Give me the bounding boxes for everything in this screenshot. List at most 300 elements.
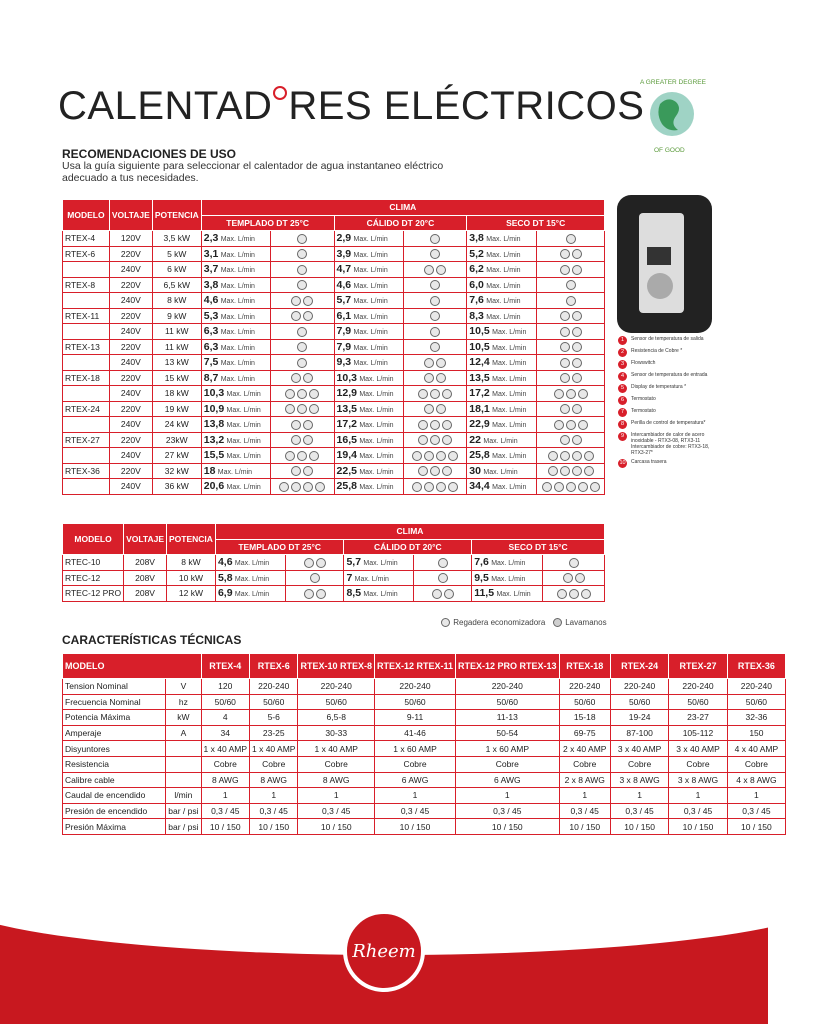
flow-unit: Max. L/min (359, 468, 394, 476)
power-cell: 11 kW (152, 339, 201, 355)
faucet-icon (578, 389, 588, 399)
spec-value: 10 / 150 (610, 819, 668, 835)
model-cell: RTEX-13 (63, 339, 110, 355)
shower-icon (303, 420, 313, 430)
power-cell: 24 kW (152, 417, 201, 433)
flow-unit: Max. L/min (226, 453, 261, 461)
flow-unit: Max. L/min (353, 344, 388, 352)
flow-unit: Max. L/min (226, 422, 261, 430)
flow-value: 8,5 (346, 587, 362, 600)
fixture-icons (271, 231, 334, 247)
tech-col-header: RTEX-10 RTEX-8 (298, 654, 375, 679)
shower-icon (297, 265, 307, 275)
flow-unit: Max. L/min (220, 236, 255, 244)
flow-value: 13,5 (336, 402, 357, 415)
flow-value: 6,3 (203, 325, 219, 338)
table-row (63, 401, 605, 417)
flow-value: 18 (203, 464, 216, 477)
faucet-icon (572, 435, 582, 445)
fixture-icons (404, 401, 467, 417)
table-row (63, 448, 605, 464)
spec-value: 220-240 (298, 679, 375, 695)
fixture-icons (404, 448, 467, 464)
voltage-cell: 240V (109, 293, 152, 309)
faucet-icon (566, 420, 576, 430)
faucet-icon (578, 420, 588, 430)
fixture-icons (271, 463, 334, 479)
temperature-display (647, 247, 671, 265)
faucet-icon (584, 451, 594, 461)
faucet-icon (569, 589, 579, 599)
faucet-icon (557, 589, 567, 599)
power-cell: 19 kW (152, 401, 201, 417)
heater-cutaway-image (617, 195, 712, 333)
spec-value: 50/60 (610, 694, 668, 710)
shower-icon (418, 389, 428, 399)
voltage-cell: 240V (109, 355, 152, 371)
part-number-badge: 9 (618, 432, 627, 441)
voltage-cell: 220V (109, 277, 152, 293)
shower-icon (432, 589, 442, 599)
model-cell: RTEX-8 (63, 277, 110, 293)
flow-value: 8,3 (469, 309, 484, 322)
shower-icon (430, 435, 440, 445)
shower-icon (297, 234, 307, 244)
shower-icon (430, 389, 440, 399)
spec-value: 0,3 / 45 (610, 803, 668, 819)
flow-value: 10,3 (336, 371, 357, 384)
fixture-icons (404, 432, 467, 448)
part-number-badge: 4 (618, 372, 627, 381)
power-cell: 10 kW (167, 570, 216, 586)
faucet-icon (578, 482, 588, 492)
shower-icon (412, 482, 422, 492)
spec-value: 41-46 (375, 725, 456, 741)
faucet-icon (560, 311, 570, 321)
flow-value: 6,9 (217, 587, 233, 600)
spec-value: 50/60 (559, 694, 610, 710)
fixture-icons (271, 370, 334, 386)
power-cell: 13 kW (152, 355, 201, 371)
flow-value: 4,6 (203, 294, 219, 307)
flow-value: 2,3 (203, 232, 219, 245)
flow-value: 6,0 (469, 278, 484, 291)
fixture-icons (404, 324, 467, 340)
tech-col-header: RTEX-12 PRO RTEX-13 (456, 654, 560, 679)
spec-value: Cobre (250, 756, 298, 772)
page-title: CALENTAD RES ELÉCTRICOS (58, 84, 645, 128)
flow-unit: Max. L/min (353, 329, 388, 337)
flow-unit: Max. L/min (486, 236, 521, 244)
spec-value: 0,3 / 45 (298, 803, 375, 819)
spec-unit (166, 756, 201, 772)
faucet-icon (554, 389, 564, 399)
fixture-icons (404, 370, 467, 386)
flow-value: 10,5 (469, 325, 490, 338)
faucet-icon (566, 280, 576, 290)
shower-icon (303, 435, 313, 445)
svg-text:OF GOOD (654, 147, 685, 154)
power-cell: 18 kW (152, 386, 201, 402)
part-label: Flowswitch (631, 360, 656, 366)
flow-value: 3,7 (203, 263, 219, 276)
flow-unit: Max. L/min (492, 360, 527, 368)
shower-icon (418, 435, 428, 445)
flow-value: 3,8 (469, 232, 484, 245)
power-cell: 6 kW (152, 262, 201, 278)
part-item (618, 372, 718, 381)
fixture-icons (271, 417, 334, 433)
shower-icon (303, 482, 313, 492)
spec-value: 1 (201, 788, 249, 804)
faucet-icon (572, 342, 582, 352)
flow-value: 7,9 (336, 340, 352, 353)
shower-icon (285, 451, 295, 461)
shower-icon (438, 558, 448, 568)
badge-line-1: A GREATER DEGREE (640, 79, 706, 86)
faucet-icon (560, 265, 570, 275)
spec-label: Frecuencia Nominal (63, 694, 166, 710)
tech-col-header: RTEX-27 (669, 654, 727, 679)
voltage-cell: 220V (109, 463, 152, 479)
col-modelo: MODELO (63, 200, 110, 231)
flow-value: 7 (346, 571, 353, 584)
part-item (618, 384, 718, 393)
voltage-cell: 240V (109, 448, 152, 464)
flow-unit: Max. L/min (234, 560, 270, 568)
flow-value: 13,2 (203, 433, 225, 446)
faucet-icon (560, 451, 570, 461)
part-number-badge: 6 (618, 396, 627, 405)
spec-value: 0,3 / 45 (201, 803, 249, 819)
spec-value: 10 / 150 (201, 819, 249, 835)
fixture-icons (271, 324, 334, 340)
shower-icon (444, 589, 454, 599)
spec-unit: A (166, 725, 201, 741)
shower-icon (316, 558, 326, 568)
spec-value: 19-24 (610, 710, 668, 726)
fixture-icons (285, 570, 344, 586)
flow-value: 3,8 (203, 278, 219, 291)
fixture-icons (404, 463, 467, 479)
col-seco: SECO DT 15°C (472, 539, 605, 555)
flow-unit: Max. L/min (486, 282, 521, 290)
faucet-icon (575, 573, 585, 583)
model-cell: RTEX-18 (63, 370, 110, 386)
spec-value: 10 / 150 (559, 819, 610, 835)
shower-icon (309, 389, 319, 399)
table-row (63, 741, 786, 757)
spec-value: 1 (727, 788, 785, 804)
fixture-icons (537, 417, 605, 433)
spec-label: Calibre cable (63, 772, 166, 788)
faucet-icon (572, 249, 582, 259)
fixture-icons (537, 463, 605, 479)
spec-value: 6 AWG (375, 772, 456, 788)
fixture-icons (414, 570, 472, 586)
badge-line-2: OF GOOD (654, 147, 685, 154)
faucet-icon (560, 327, 570, 337)
spec-value: Cobre (559, 756, 610, 772)
flow-unit: Max. L/min (234, 591, 270, 599)
flow-unit: Max. L/min (492, 329, 527, 337)
col-modelo: MODELO (63, 524, 124, 555)
shower-icon (291, 296, 301, 306)
flow-value: 5,2 (469, 247, 484, 260)
spec-value: 0,3 / 45 (456, 803, 560, 819)
flow-unit: Max. L/min (220, 313, 255, 321)
rtex-table (62, 199, 605, 495)
model-cell (63, 448, 110, 464)
part-item (618, 420, 718, 429)
col-voltaje: VOLTAJE (124, 524, 167, 555)
fixture-icons (285, 555, 344, 571)
spec-value: 220-240 (727, 679, 785, 695)
spec-value: 4 x 8 AWG (727, 772, 785, 788)
fixture-icons (537, 231, 605, 247)
flow-unit: Max. L/min (359, 422, 394, 430)
flow-value: 7,5 (203, 356, 219, 369)
model-cell: RTEC-12 PRO (63, 586, 124, 602)
part-number-badge: 7 (618, 408, 627, 417)
faucet-icon (572, 466, 582, 476)
shower-icon (303, 311, 313, 321)
shower-icon (430, 342, 440, 352)
part-item (618, 396, 718, 405)
spec-value: 50/60 (456, 694, 560, 710)
flow-unit: Max. L/min (220, 375, 255, 383)
flow-unit: Max. L/min (359, 453, 394, 461)
fixture-icons (414, 555, 472, 571)
spec-value: 120 (201, 679, 249, 695)
flow-unit: Max. L/min (220, 344, 255, 352)
faucet-icon (572, 358, 582, 368)
fixture-icons (271, 432, 334, 448)
table-row (63, 772, 786, 788)
flow-value: 22,5 (336, 464, 357, 477)
shower-icon (418, 466, 428, 476)
flow-unit: Max. L/min (492, 453, 527, 461)
table-row (63, 570, 605, 586)
table-row (63, 555, 605, 571)
power-cell: 9 kW (152, 308, 201, 324)
faucet-icon (542, 482, 552, 492)
flow-unit: Max. L/min (363, 560, 398, 568)
table-row (63, 803, 786, 819)
part-number-badge: 10 (619, 460, 626, 466)
fixture-icons (271, 355, 334, 371)
spec-value: 220-240 (250, 679, 298, 695)
spec-value: 11-13 (456, 710, 560, 726)
flow-unit: Max. L/min (220, 267, 255, 275)
svg-text:A GREATER DEGREE (640, 79, 707, 86)
flow-unit: Max. L/min (353, 267, 388, 275)
shower-icon (304, 589, 314, 599)
part-label: Resistencia de Cobre * (631, 348, 683, 354)
flow-unit: Max. L/min (486, 298, 521, 306)
spec-label: Tension Nominal (63, 679, 166, 695)
table-row (63, 231, 605, 247)
flow-value: 3,9 (336, 247, 352, 260)
flow-value: 34,4 (469, 480, 490, 493)
flow-unit: Max. L/min (492, 406, 527, 414)
flow-value: 5,8 (217, 571, 233, 584)
spec-value: 10 / 150 (727, 819, 785, 835)
power-cell: 5 kW (152, 246, 201, 262)
flow-unit: Max. L/min (363, 591, 398, 599)
spec-value: 1 (610, 788, 668, 804)
table-row (63, 788, 786, 804)
flow-unit: Max. L/min (220, 282, 255, 290)
model-cell: RTEX-36 (63, 463, 110, 479)
shower-icon (436, 482, 446, 492)
spec-unit (166, 772, 201, 788)
flow-unit: Max. L/min (359, 375, 394, 383)
shower-icon (448, 451, 458, 461)
fixture-icons (271, 262, 334, 278)
faucet-icon (566, 389, 576, 399)
flow-value: 22 (469, 433, 481, 446)
shower-icon (442, 420, 452, 430)
flow-value: 12,9 (336, 387, 357, 400)
spec-value: 50/60 (298, 694, 375, 710)
faucet-icon (572, 451, 582, 461)
shower-icon (309, 451, 319, 461)
col-calido: CÁLIDO DT 20°C (344, 539, 472, 555)
model-cell: RTEX-27 (63, 432, 110, 448)
flow-unit: Max. L/min (486, 313, 521, 321)
table-row (63, 355, 605, 371)
spec-value: Cobre (375, 756, 456, 772)
voltage-cell: 208V (124, 570, 167, 586)
faucet-icon (548, 451, 558, 461)
spec-value: 5-6 (250, 710, 298, 726)
spec-value: 87-100 (610, 725, 668, 741)
flow-unit: Max. L/min (483, 468, 518, 476)
shower-icon (291, 435, 301, 445)
spec-unit: hz (166, 694, 201, 710)
faucet-icon (566, 482, 576, 492)
flow-value: 5,7 (346, 556, 362, 569)
part-label: Sensor de temperatura de salida (631, 336, 704, 342)
flow-unit: Max. L/min (354, 575, 389, 583)
parts-list (618, 336, 718, 471)
shower-icon (424, 358, 434, 368)
flow-value: 4,7 (336, 263, 352, 276)
faucet-icon (572, 327, 582, 337)
fixture-icons (537, 262, 605, 278)
flow-value: 5,7 (336, 294, 352, 307)
spec-value: 3 x 40 AMP (610, 741, 668, 757)
shower-icon (297, 280, 307, 290)
spec-value: 1 (298, 788, 375, 804)
fixture-icons (543, 555, 605, 571)
table-row (63, 479, 605, 495)
flow-value: 25,8 (336, 480, 357, 493)
tech-col-header: RTEX-36 (727, 654, 785, 679)
spec-unit: bar / psi (166, 803, 201, 819)
flow-value: 30 (469, 464, 481, 477)
spec-value: 8 AWG (250, 772, 298, 788)
faucet-icon (566, 234, 576, 244)
flow-value: 9,3 (336, 356, 352, 369)
flow-value: 20,6 (203, 480, 225, 493)
part-number-badge: 5 (618, 384, 627, 393)
shower-icon (297, 342, 307, 352)
spec-label: Presión de encendido (63, 803, 166, 819)
shower-icon (436, 373, 446, 383)
shower-icon (412, 451, 422, 461)
flow-value: 18,1 (469, 402, 490, 415)
flow-unit: Max. L/min (486, 267, 521, 275)
spec-value: 10 / 150 (669, 819, 727, 835)
flow-unit: Max. L/min (486, 251, 521, 259)
part-number-badge: 3 (618, 360, 627, 369)
faucet-icon (560, 249, 570, 259)
spec-value: 50/60 (727, 694, 785, 710)
shower-icon (309, 404, 319, 414)
spec-label: Amperaje (63, 725, 166, 741)
shower-icon (303, 373, 313, 383)
fixture-icons (404, 479, 467, 495)
model-cell (63, 386, 110, 402)
faucet-icon (560, 435, 570, 445)
voltage-cell: 220V (109, 370, 152, 386)
faucet-icon (584, 466, 594, 476)
flow-unit: Max. L/min (492, 422, 527, 430)
fixture-icons (404, 277, 467, 293)
faucet-icon (572, 373, 582, 383)
voltage-cell: 220V (109, 432, 152, 448)
faucet-icon (560, 358, 570, 368)
col-potencia: POTENCIA (152, 200, 201, 231)
spec-value: 10 / 150 (298, 819, 375, 835)
fixture-icons (537, 293, 605, 309)
voltage-cell: 220V (109, 339, 152, 355)
spec-value: Cobre (610, 756, 668, 772)
flow-value: 17,2 (469, 387, 490, 400)
faucet-icon (566, 296, 576, 306)
shower-icon (303, 466, 313, 476)
faucet-icon (560, 373, 570, 383)
spec-value: 34 (201, 725, 249, 741)
spec-value: 3 x 8 AWG (610, 772, 668, 788)
spec-value: 220-240 (669, 679, 727, 695)
flow-value: 13,8 (203, 418, 225, 431)
flow-value: 15,5 (203, 449, 225, 462)
flow-value: 10,3 (203, 387, 225, 400)
tech-col-header: RTEX-6 (250, 654, 298, 679)
power-cell: 32 kW (152, 463, 201, 479)
col-clima: CLIMA (215, 524, 604, 540)
shower-icon (297, 451, 307, 461)
spec-value: 1 x 60 AMP (456, 741, 560, 757)
faucet-icon (554, 420, 564, 430)
flow-unit: Max. L/min (234, 575, 270, 583)
shower-icon (430, 234, 440, 244)
spec-value: 6,5-8 (298, 710, 375, 726)
flow-unit: Max. L/min (353, 251, 388, 259)
spec-value: 1 x 40 AMP (298, 741, 375, 757)
spec-label: Caudal de encendido (63, 788, 166, 804)
title-o-ring-icon (273, 86, 287, 100)
spec-value: 4 (201, 710, 249, 726)
col-templado: TEMPLADO DT 25°C (215, 539, 344, 555)
shower-icon (291, 311, 301, 321)
shower-icon (424, 404, 434, 414)
spec-value: 1 (375, 788, 456, 804)
spec-value: 32-36 (727, 710, 785, 726)
